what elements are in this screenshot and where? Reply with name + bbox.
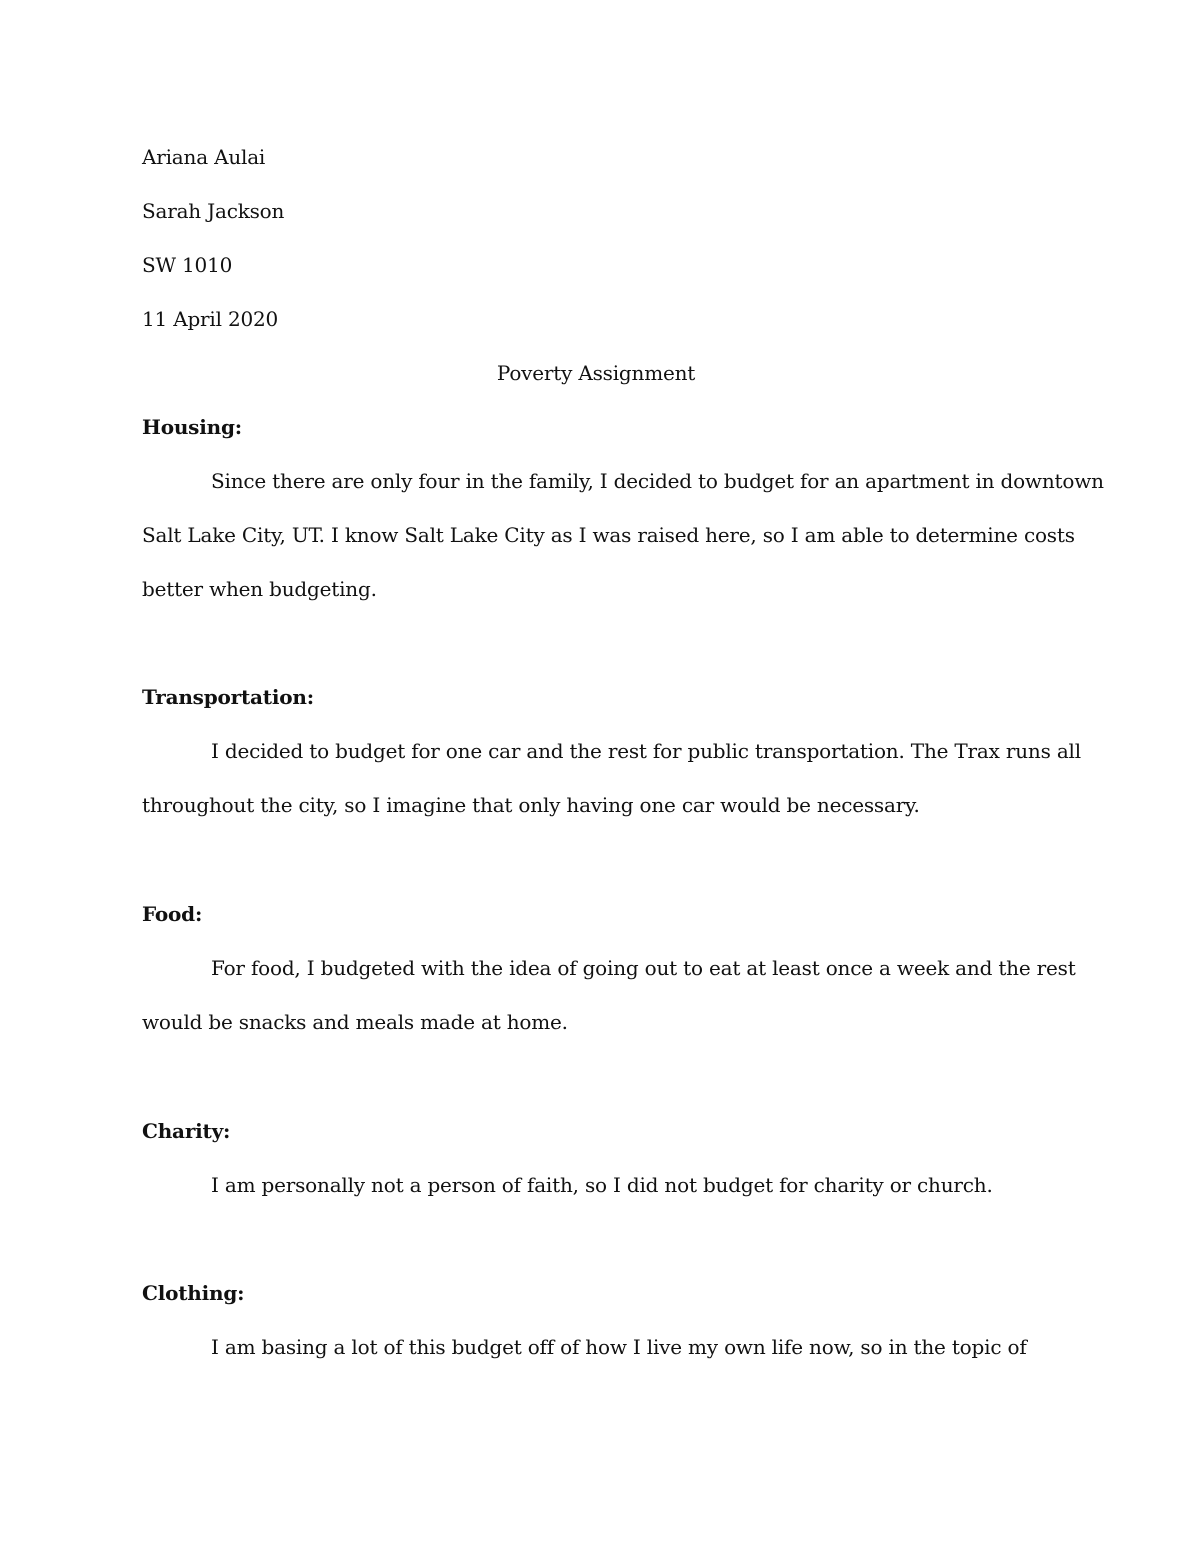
assignment-date: 11 April 2020 xyxy=(142,307,279,331)
charity-heading: Charity: xyxy=(142,1119,231,1143)
course-code: SW 1010 xyxy=(142,253,233,277)
document-title: Poverty Assignment xyxy=(496,361,696,385)
charity-paragraph-line: I am personally not a person of faith, so I did not budget for charity or church. xyxy=(211,1173,993,1197)
student-name: Ariana Aulai xyxy=(142,145,266,169)
food-heading: Food: xyxy=(142,902,203,926)
instructor-name: Sarah Jackson xyxy=(142,199,285,223)
housing-heading: Housing: xyxy=(142,415,242,439)
transportation-paragraph-line: throughout the city, so I imagine that only having one car would be necessary. xyxy=(142,793,920,817)
housing-paragraph-line: better when budgeting. xyxy=(142,577,377,601)
food-paragraph-line: would be snacks and meals made at home. xyxy=(142,1010,568,1034)
housing-paragraph-line: Since there are only four in the family, I decided to budget for an apartment in downtown xyxy=(211,469,1104,493)
clothing-paragraph-line: I am basing a lot of this budget off of how I live my own life now, so in the topic of xyxy=(211,1335,1027,1359)
housing-paragraph-line: Salt Lake City, UT. I know Salt Lake City as I was raised here, so I am able to determine costs xyxy=(142,523,1075,547)
transportation-paragraph-line: I decided to budget for one car and the rest for public transportation. The Trax runs all xyxy=(211,739,1081,763)
food-paragraph-line: For food, I budgeted with the idea of going out to eat at least once a week and the rest xyxy=(211,956,1076,980)
clothing-heading: Clothing: xyxy=(142,1281,245,1305)
transportation-heading: Transportation: xyxy=(142,685,314,709)
